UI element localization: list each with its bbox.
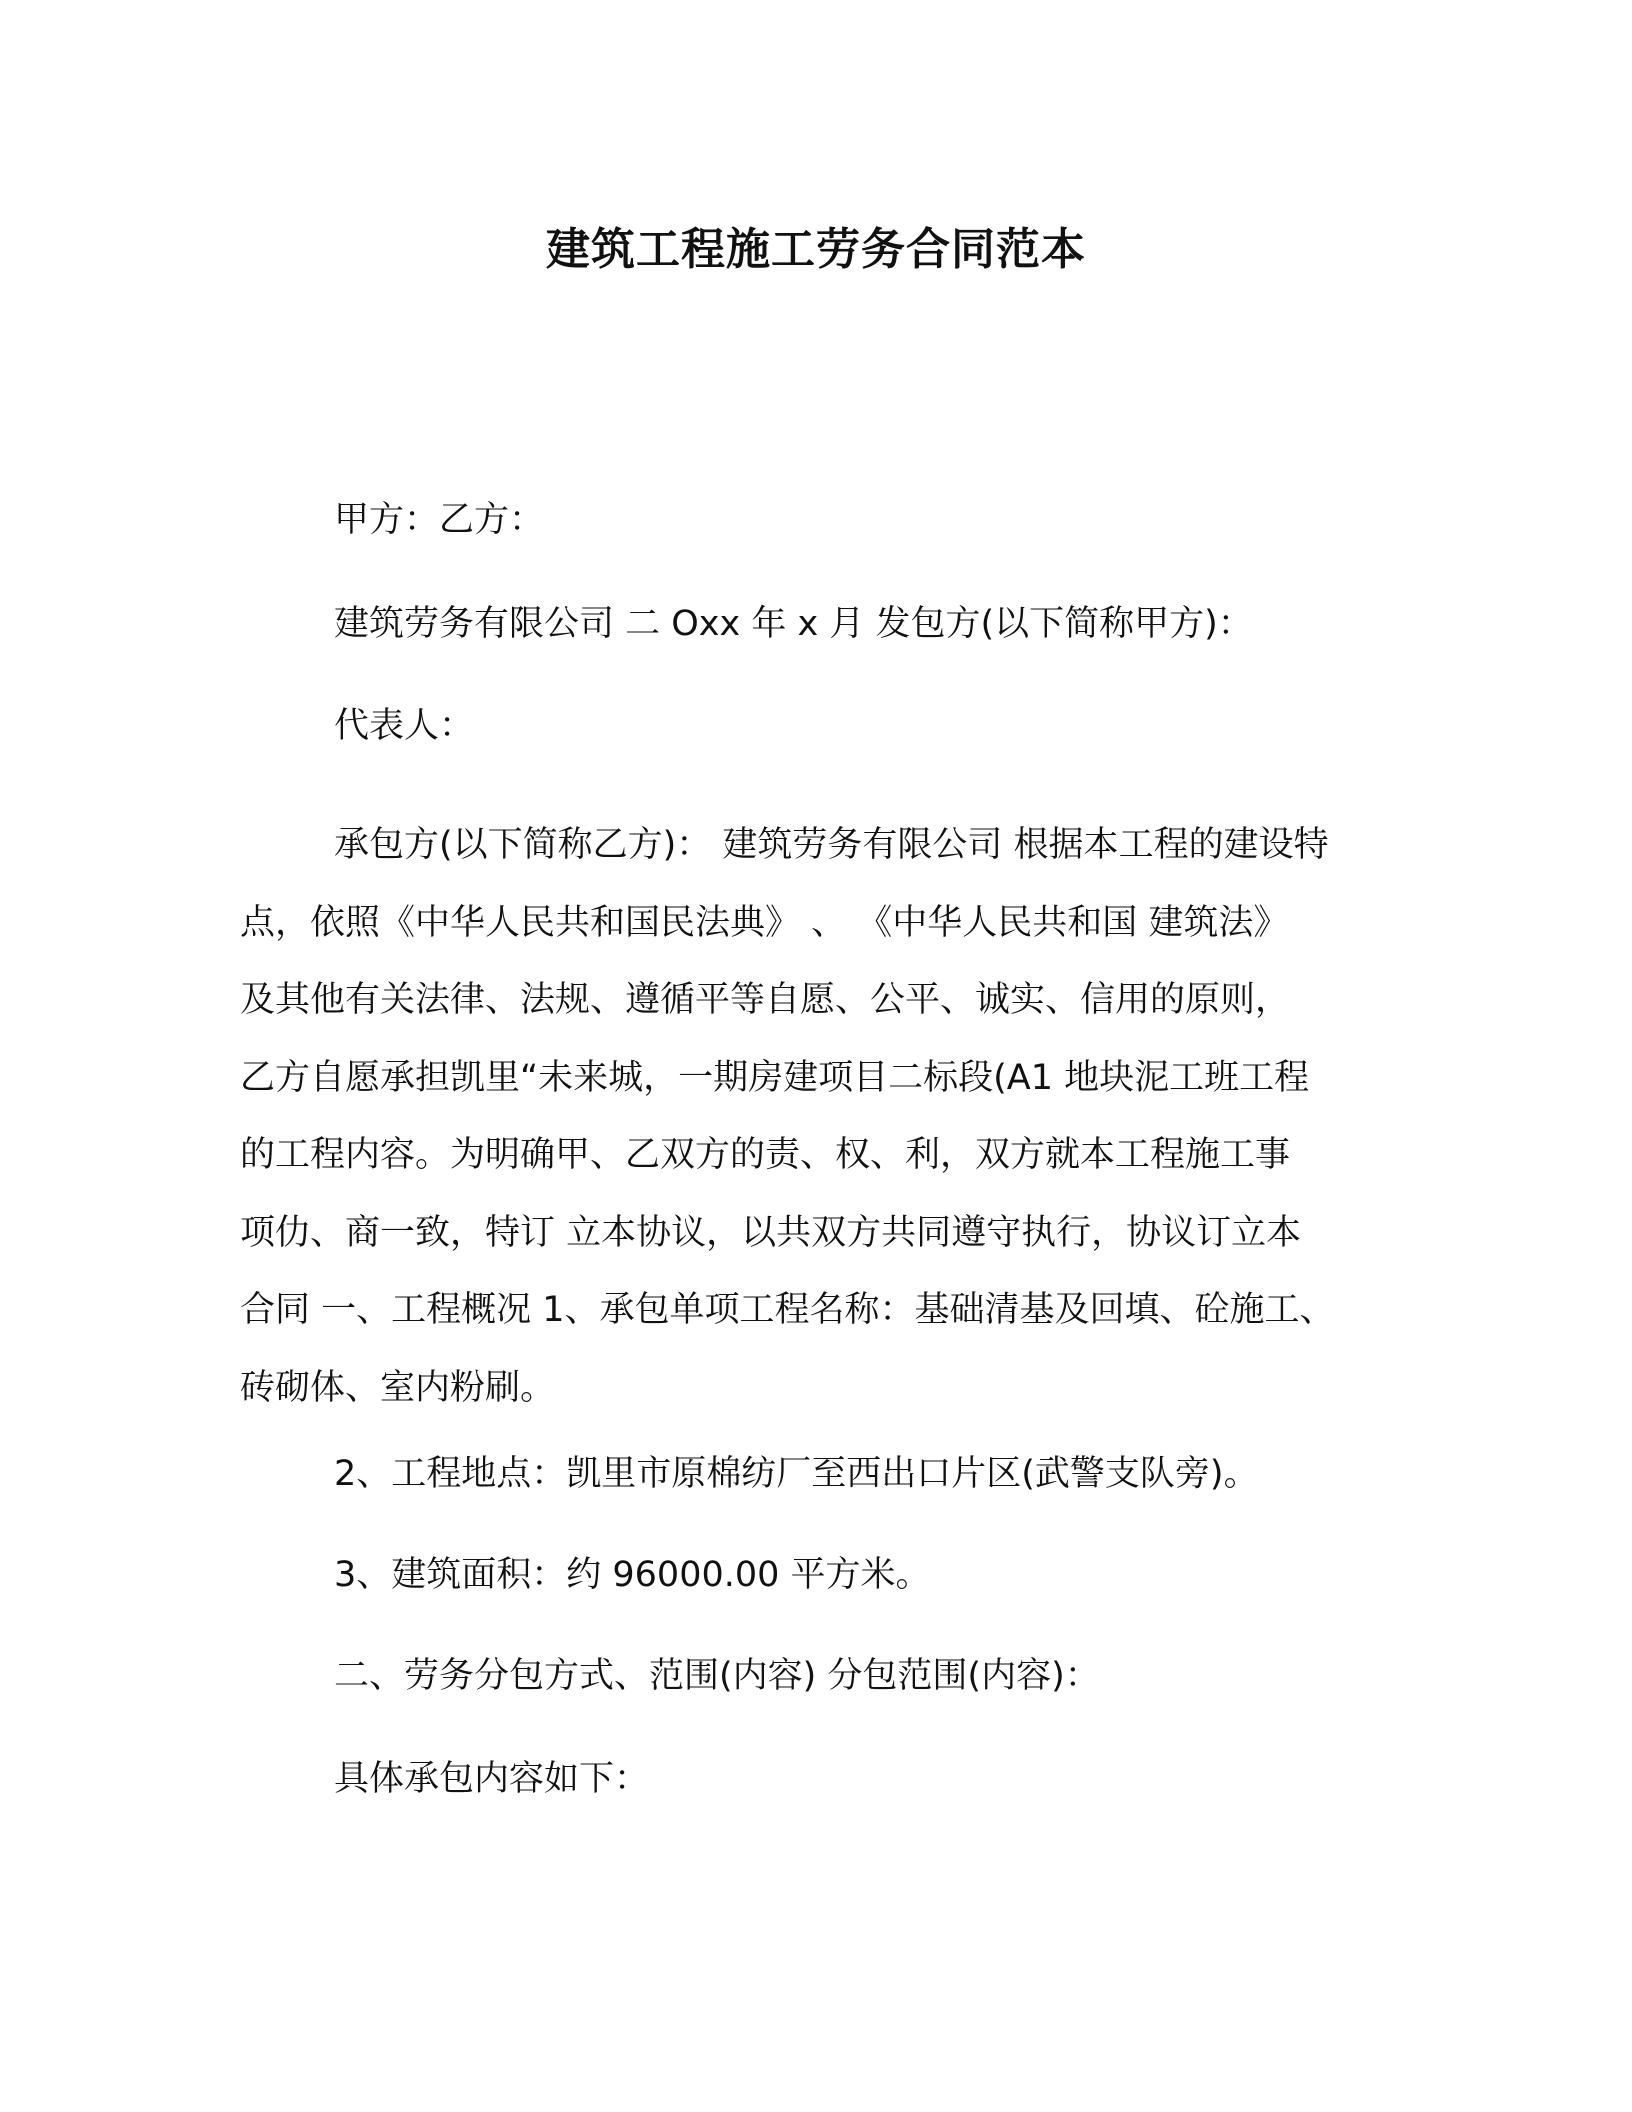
paragraph-line: 的工程内容。为明确甲、乙双方的责、权、利，双方就本工程施工事 xyxy=(240,1135,1291,1175)
paragraph-line: 承包方(以下简称乙方)： 建筑劳务有限公司 根据本工程的建设特 xyxy=(334,825,1329,865)
paragraph-line: 及其他有关法律、法规、遵循平等自愿、公平、诚实、信用的原则， xyxy=(240,980,1291,1020)
paragraph-line: 砖砌体、室内粉刷。 xyxy=(240,1367,556,1408)
details-line: 具体承包内容如下： xyxy=(334,1759,650,1799)
area-line: 3、建筑面积：约 96000.00 平方米。 xyxy=(334,1555,931,1595)
contract-intro-paragraph xyxy=(240,807,1385,1427)
paragraph-line: 合同 一、工程概况 1、承包单项工程名称：基础清基及回填、砼施工、 xyxy=(240,1290,1335,1330)
paragraph-line: 点，依照《中华人民共和国民法典》 、 《中华人民共和国 建筑法》 xyxy=(240,902,1289,943)
paragraph-line: 乙方自愿承担凯里“未来城，一期房建项目二标段(A1 地块泥工班工程 xyxy=(240,1057,1310,1098)
location-line: 2、工程地点：凯里市原棉纺厂至西出口片区(武警支队旁)。 xyxy=(334,1454,1259,1494)
section-two-heading: 二、劳务分包方式、范围(内容) 分包范围(内容)： xyxy=(334,1656,1100,1696)
paragraph-line: 项仂、商一致，特订 立本协议，以共双方共同遵守执行，协议订立本 xyxy=(240,1212,1302,1253)
representative-line: 代表人： xyxy=(334,706,475,746)
company-date-line: 建筑劳务有限公司 二 Oxx 年 x 月 发包方(以下简称甲方)： xyxy=(334,604,1253,644)
parties-line: 甲方：乙方： xyxy=(334,500,545,540)
document-title: 建筑工程施工劳务合同范本 xyxy=(546,224,1086,275)
